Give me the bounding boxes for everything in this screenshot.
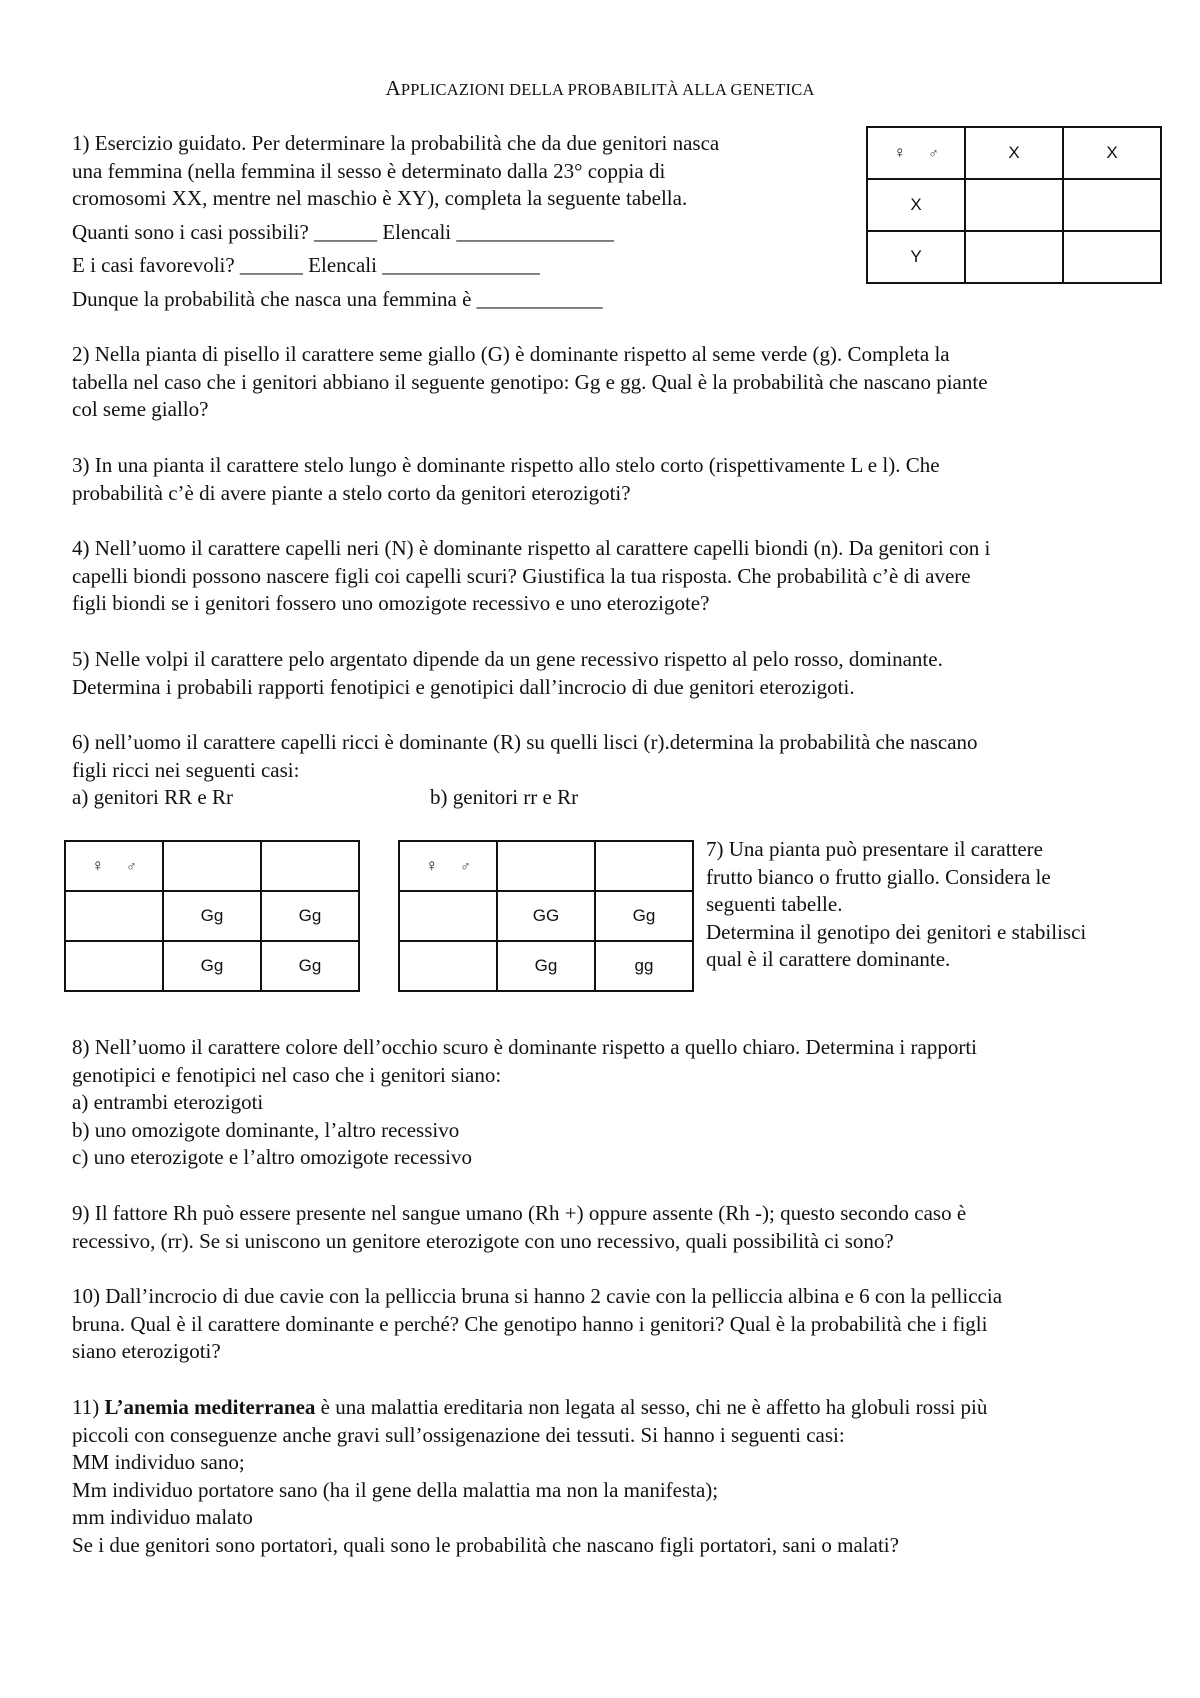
- punnett-col-header[interactable]: [261, 841, 359, 891]
- exercise-9-line: recessivo, (rr). Se si uniscono un genitore eterozigote con uno recessivo, quali possibilità ci sono?: [72, 1228, 894, 1253]
- exercise-10-line: siano eterozigoti?: [72, 1339, 221, 1364]
- punnett-corner: [867, 127, 965, 179]
- female-symbol-icon: ♀: [91, 856, 105, 875]
- exercise-11-first-rest: è una malattia ereditaria non legata al sesso, chi ne è affetto ha globuli rossi più: [315, 1395, 988, 1419]
- punnett-col-header[interactable]: [595, 841, 693, 891]
- exercise-2-line: tabella nel caso che i genitori abbiano il seguente genotipo: Gg e gg. Qual è la probabilità che nascano piante: [72, 369, 988, 394]
- exercise-4: [72, 535, 1162, 618]
- punnett-row-header: Y: [867, 231, 965, 283]
- exercise-10-line: bruna. Qual è il carattere dominante e perché? Che genotipo hanno i genitori? Qual è la probabilità che i figli: [72, 1311, 988, 1336]
- exercise-4-line: capelli biondi possono nascere figli coi capelli scuri? Giustifica la tua risposta. Che probabilità c’è di avere: [72, 563, 971, 588]
- title-rest: PPLICAZIONI DELLA PROBABILITÀ ALLA GENETICA: [400, 80, 815, 99]
- punnett-corner: [65, 841, 163, 891]
- punnett-cell: Gg: [163, 891, 261, 941]
- punnett-row-header[interactable]: [65, 891, 163, 941]
- fruit-punnett-table-1: [64, 840, 360, 992]
- exercise-8-line: c) uno eterozigote e l’altro omozigote recessivo: [72, 1145, 473, 1170]
- exercise-11-number: 11): [72, 1395, 105, 1419]
- exercise-5-line: 5) Nelle volpi il carattere pelo argentato dipende da un gene recessivo rispetto al pelo rosso, dominante.: [72, 647, 943, 671]
- exercise-1-line: Quanti sono i casi possibili? ______ Elencali _______________: [72, 219, 614, 244]
- exercise-9: [72, 1200, 1162, 1255]
- exercise-7: [706, 836, 1176, 974]
- exercise-8-line: a) entrambi eterozigoti: [72, 1090, 264, 1115]
- fruit-punnett-table-2: [398, 840, 694, 992]
- punnett-cell: Gg: [163, 941, 261, 991]
- male-symbol-icon: ♂: [928, 145, 939, 161]
- exercise-6-line: figli ricci nei seguenti casi:: [72, 757, 300, 782]
- punnett-cell[interactable]: [965, 231, 1063, 283]
- exercise-3-line: probabilità c’è di avere piante a stelo corto da genitori eterozigoti?: [72, 480, 631, 505]
- exercise-6-line: 6) nell’uomo il carattere capelli ricci è dominante (R) su quelli lisci (r).determina la probabilità che nascano: [72, 730, 978, 754]
- exercise-9-line: 9) Il fattore Rh può essere presente nel sangue umano (Rh +) oppure assente (Rh -); questo secondo caso è: [72, 1201, 967, 1225]
- punnett-col-header[interactable]: [163, 841, 261, 891]
- punnett-cell: Gg: [261, 941, 359, 991]
- punnett-row-header: X: [867, 179, 965, 231]
- punnett-cell[interactable]: [1063, 231, 1161, 283]
- exercise-3-line: 3) In una pianta il carattere stelo lungo è dominante rispetto allo stelo corto (rispettivamente L e l). Che: [72, 453, 940, 477]
- exercise-4-line: figli biondi se i genitori fossero uno omozigote recessivo e uno eterozigote?: [72, 591, 710, 616]
- exercise-2: [72, 341, 1162, 424]
- exercise-8-line: 8) Nell’uomo il carattere colore dell’occhio scuro è dominante rispetto a quello chiaro. Determina i rapporti: [72, 1035, 977, 1059]
- exercise-7-line: frutto bianco o frutto giallo. Considera le: [706, 864, 1051, 889]
- male-symbol-icon: ♂: [126, 858, 137, 874]
- exercise-11-keyword: L’anemia mediterranea: [104, 1395, 316, 1419]
- exercise-1-line: una femmina (nella femmina il sesso è determinato dalla 23° coppia di: [72, 158, 666, 183]
- exercise-6-case-b: b) genitori rr e Rr: [430, 785, 579, 809]
- punnett-cell: Gg: [261, 891, 359, 941]
- punnett-cell: Gg: [497, 941, 595, 991]
- exercise-11-line: MM individuo sano;: [72, 1450, 245, 1475]
- punnett-cell: gg: [595, 941, 693, 991]
- punnett-cell: Gg: [595, 891, 693, 941]
- page-title: [0, 76, 1200, 101]
- exercise-10-line: 10) Dall’incrocio di due cavie con la pelliccia bruna si hanno 2 cavie con la pelliccia albina e 6 con la pelliccia: [72, 1284, 1003, 1308]
- male-symbol-icon: ♂: [460, 858, 471, 874]
- exercise-8-line: genotipici e fenotipici nel caso che i genitori siano:: [72, 1062, 502, 1087]
- exercise-7-line: seguenti tabelle.: [706, 892, 843, 917]
- sex-punnett-table: [866, 126, 1162, 284]
- exercise-1-line: cromosomi XX, mentre nel maschio è XY), completa la seguente tabella.: [72, 186, 688, 211]
- exercise-10: [72, 1283, 1162, 1366]
- punnett-row-header[interactable]: [399, 941, 497, 991]
- exercise-2-line: col seme giallo?: [72, 397, 209, 422]
- exercise-7-line: Determina il genotipo dei genitori e stabilisci: [706, 919, 1087, 944]
- exercise-1-line: E i casi favorevoli? ______ Elencali _______________: [72, 253, 540, 278]
- punnett-col-header: X: [1063, 127, 1161, 179]
- exercise-11-line: piccoli con conseguenze anche gravi sull’ossigenazione dei tessuti. Si hanno i seguenti casi:: [72, 1422, 845, 1447]
- title-initial: A: [385, 76, 401, 100]
- exercise-3: [72, 452, 1162, 507]
- exercise-8-line: b) uno omozigote dominante, l’altro recessivo: [72, 1117, 460, 1142]
- punnett-cell: GG: [497, 891, 595, 941]
- punnett-cell[interactable]: [1063, 179, 1161, 231]
- exercise-4-line: 4) Nell’uomo il carattere capelli neri (N) è dominante rispetto al carattere capelli biondi (n). Da genitori con i: [72, 536, 991, 560]
- exercise-1-line: 1) Esercizio guidato. Per determinare la probabilità che da due genitori nasca: [72, 131, 720, 155]
- female-symbol-icon: ♀: [425, 856, 439, 875]
- punnett-row-header[interactable]: [399, 891, 497, 941]
- punnett-col-header[interactable]: [497, 841, 595, 891]
- exercise-7-line: qual è il carattere dominante.: [706, 947, 951, 972]
- exercise-1-line: Dunque la probabilità che nasca una femmina è ____________: [72, 286, 603, 311]
- punnett-row-header[interactable]: [65, 941, 163, 991]
- exercise-5-line: Determina i probabili rapporti fenotipici e genotipici dall’incrocio di due genitori eterozigoti.: [72, 674, 855, 699]
- exercise-11-line: Mm individuo portatore sano (ha il gene della malattia ma non la manifesta);: [72, 1477, 719, 1502]
- exercise-2-line: 2) Nella pianta di pisello il carattere seme giallo (G) è dominante rispetto al seme verde (g). Completa la: [72, 342, 950, 366]
- exercise-11-line: mm individuo malato: [72, 1505, 253, 1530]
- exercise-11: [72, 1394, 1162, 1560]
- exercise-7-line: 7) Una pianta può presentare il carattere: [706, 837, 1043, 861]
- exercise-1: [72, 130, 832, 314]
- exercise-6-case-a: a) genitori RR e Rr: [72, 785, 233, 809]
- female-symbol-icon: ♀: [893, 143, 907, 162]
- exercise-11-first-line: [72, 1394, 1162, 1422]
- exercise-11-line: Se i due genitori sono portatori, quali sono le probabilità che nascano figli portatori, sani o malati?: [72, 1532, 899, 1557]
- punnett-corner: [399, 841, 497, 891]
- exercise-8: [72, 1034, 1162, 1172]
- punnett-col-header: X: [965, 127, 1063, 179]
- punnett-cell[interactable]: [965, 179, 1063, 231]
- exercise-5: [72, 646, 1162, 701]
- exercise-6: [72, 729, 1162, 784]
